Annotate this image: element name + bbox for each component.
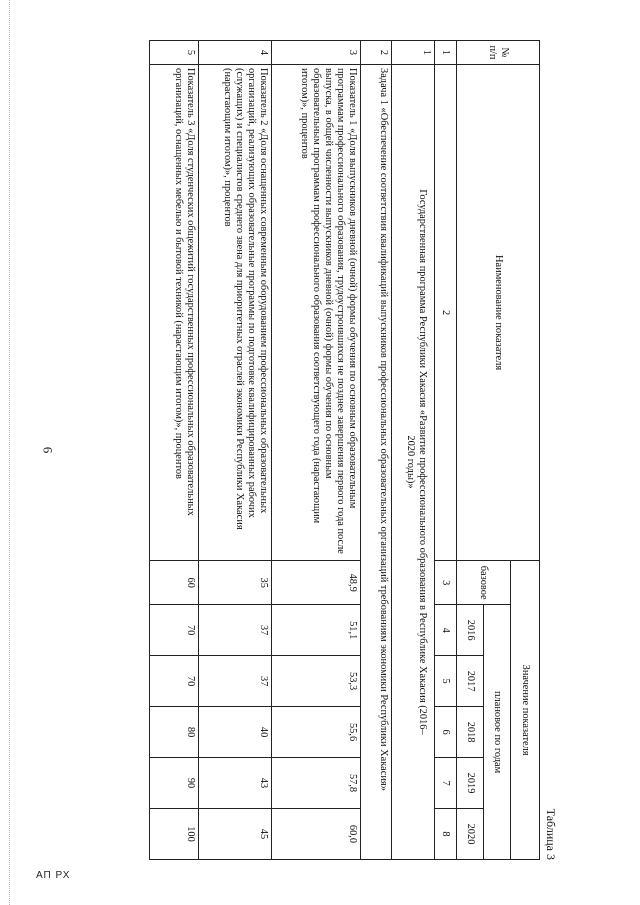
planned-value: 55,6 — [272, 707, 361, 758]
year-cell: 2019 — [457, 758, 484, 809]
planned-value: 37 — [199, 656, 272, 707]
table-caption: Таблица 3 — [544, 808, 558, 860]
year-cell: 2017 — [457, 656, 484, 707]
task-title: Задача 1 «Обеспечение соответствия квалификаций выпускников профессиональных образовательных организаций требованиям экономики Республики Хакасия» — [361, 64, 392, 859]
planned-value: 43 — [199, 758, 272, 809]
indicator-name: Показатель 3 «Доля студенческих общежитий государственных профессиональных образовательных организаций, оснащенных мебелью и бытовой техникой (нарастающим итогом)», процентов — [150, 64, 199, 560]
planned-value: 70 — [150, 605, 199, 656]
scan-edge-line — [9, 0, 10, 905]
numbering-cell: 5 — [435, 656, 457, 707]
base-value: 60 — [150, 561, 199, 605]
header-planned: плановое по годам — [484, 605, 511, 860]
planned-value: 53,3 — [272, 656, 361, 707]
indicator-name: Показатель 1 «Доля выпускников дневной (очной) формы обучения по основным образовательным программам профессионального образования, трудоустроившихся не позднее завершения первого года после выпуска, в общей численности выпускников дневной (очной) формы обучения по основным образовательным программам профессионального образования соответствующего года (нарастающим итогом)», процентов — [272, 64, 361, 560]
indicator-row — [272, 41, 361, 860]
indicator-name: Показатель 2 «Доля оснащенных современным оборудованием профессиональных образовательных организаций, реализующих образовательные программы по подготовке квалифицированных рабочих (служащих) и специалистов среднего звена для приоритетных отраслей экономики Республики Хакасия (нарастающим итогом)», процентов — [199, 64, 272, 560]
numbering-cell: 3 — [435, 561, 457, 605]
rotated-table-page — [108, 40, 558, 860]
planned-value: 57,8 — [272, 758, 361, 809]
base-value: 35 — [199, 561, 272, 605]
year-cell: 2020 — [457, 809, 484, 860]
planned-value: 45 — [199, 809, 272, 860]
indicator-row — [150, 41, 199, 860]
numbering-cell: 1 — [435, 41, 457, 65]
row-number: 3 — [272, 41, 361, 65]
numbering-row — [435, 41, 457, 860]
planned-value: 60,0 — [272, 809, 361, 860]
indicator-row — [199, 41, 272, 860]
numbering-cell: 8 — [435, 809, 457, 860]
indicators-table — [149, 40, 540, 860]
year-cell: 2016 — [457, 605, 484, 656]
numbering-cell: 4 — [435, 605, 457, 656]
task-row — [361, 41, 392, 860]
year-cell: 2018 — [457, 707, 484, 758]
row-number: 4 — [199, 41, 272, 65]
base-value: 48,9 — [272, 561, 361, 605]
planned-value: 80 — [150, 707, 199, 758]
planned-value: 70 — [150, 656, 199, 707]
numbering-cell: 7 — [435, 758, 457, 809]
page-number: 6 — [40, 446, 56, 454]
header-indicator-value: Значение показателя — [511, 561, 540, 860]
program-row — [392, 41, 435, 860]
header-number: № п/п — [457, 41, 540, 65]
header-indicator-name: Наименование показателя — [457, 64, 540, 560]
numbering-cell: 6 — [435, 707, 457, 758]
planned-value: 100 — [150, 809, 199, 860]
row-number: 5 — [150, 41, 199, 65]
planned-value: 40 — [199, 707, 272, 758]
row-number: 2 — [361, 41, 392, 65]
numbering-cell: 2 — [435, 64, 457, 560]
archive-stamp: АП РХ — [36, 870, 71, 881]
program-title: Государственная программа Республики Хакасия «Развитие профессионального образования в Республике Хакасия (2016–2020 годы)» — [392, 64, 435, 859]
planned-value: 51,1 — [272, 605, 361, 656]
planned-value: 37 — [199, 605, 272, 656]
row-number: 1 — [392, 41, 435, 65]
header-row-1 — [511, 41, 540, 860]
planned-value: 90 — [150, 758, 199, 809]
header-base: базовое — [457, 561, 511, 605]
